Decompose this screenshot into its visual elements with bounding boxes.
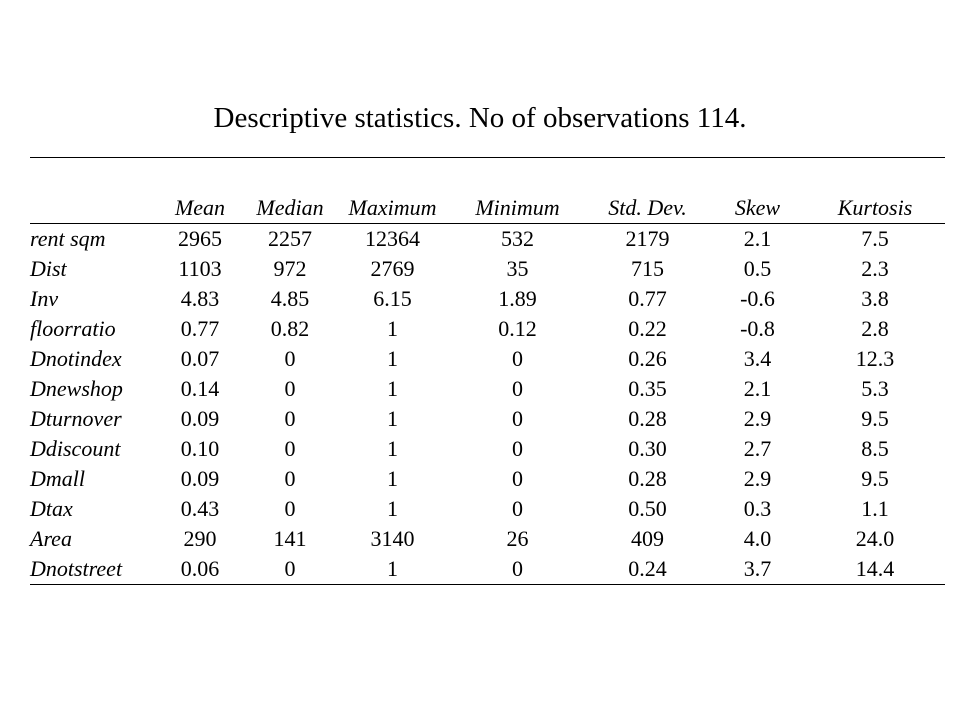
table-cell: 24.0 (855, 526, 895, 551)
table-cell: 1.1 (861, 496, 889, 521)
table-cell: 1 (387, 316, 398, 341)
row-label: Dnotstreet (30, 554, 155, 585)
table-cell: 14.4 (805, 554, 945, 585)
table-cell: 2.1 (743, 376, 772, 401)
table-row (30, 524, 945, 554)
table-cell: 0.22 (628, 316, 667, 341)
table-cell: 1 (387, 406, 398, 431)
table-cell: 2179 (625, 226, 670, 251)
table-cell: 0.14 (180, 376, 220, 401)
top-rule (30, 157, 945, 158)
table-cell: 26 (506, 526, 529, 551)
row-label: floorratio (30, 316, 116, 341)
table-cell: 0.09 (180, 466, 220, 491)
table-cell: 972 (273, 256, 307, 281)
table-row (30, 344, 945, 374)
table-cell: 0 (450, 554, 585, 585)
table-cell: 0.24 (585, 554, 710, 585)
row-label: rent sqm (30, 226, 106, 251)
table-cell: 0 (284, 376, 296, 401)
row-label: Dtax (30, 496, 73, 521)
table-cell: 0.07 (180, 346, 220, 371)
column-header: Mean (155, 193, 245, 224)
table-cell: 2.1 (743, 226, 772, 251)
table-cell: 3.8 (861, 286, 889, 311)
table-cell: 0.28 (628, 466, 667, 491)
table-cell: 0.43 (180, 496, 220, 521)
table-cell: 12364 (365, 226, 420, 251)
table-cell: 1 (387, 436, 398, 461)
table-cell: 2965 (178, 226, 222, 251)
column-header: Maximum (335, 193, 450, 224)
table-row (30, 494, 945, 524)
table-cell: 0.50 (628, 496, 667, 521)
table-cell: 4.83 (180, 286, 220, 311)
table-cell: 0.30 (628, 436, 667, 461)
table-row (30, 254, 945, 284)
row-label: Ddiscount (30, 436, 121, 461)
row-label: Dmall (30, 466, 85, 491)
table-cell: 0.77 (628, 286, 667, 311)
table-cell: 0.12 (498, 316, 537, 341)
table-cell: 0.35 (628, 376, 667, 401)
table-row (30, 314, 945, 344)
table-cell: 4.85 (270, 286, 310, 311)
table-cell: 2.9 (743, 466, 772, 491)
table-row (30, 554, 945, 585)
table-cell: 0.26 (628, 346, 667, 371)
table-cell: 0.28 (628, 406, 667, 431)
column-header: Minimum (450, 193, 585, 224)
table-row (30, 224, 945, 255)
table-cell: 2.7 (743, 436, 772, 461)
row-label: Dist (30, 256, 67, 281)
table-cell: 409 (631, 526, 664, 551)
table-cell: 0 (284, 346, 296, 371)
page-title: Descriptive statistics. No of observations 114. (213, 102, 747, 134)
table-cell: 0.3 (743, 496, 772, 521)
table-cell: -0.6 (740, 286, 775, 311)
column-header: Kurtosis (805, 193, 945, 224)
table-cell: 0 (512, 496, 523, 521)
table-cell: 35 (506, 256, 529, 281)
table-cell: 0.5 (743, 256, 772, 281)
table-cell: 0 (284, 496, 296, 521)
table-cell: 715 (631, 256, 664, 281)
descriptive-statistics-table (30, 193, 945, 585)
table-cell: 2769 (370, 256, 415, 281)
table-cell: 0 (284, 436, 296, 461)
table-cell: 0.09 (180, 406, 220, 431)
table-cell: 0.82 (270, 316, 310, 341)
table-row (30, 374, 945, 404)
column-header: Skew (710, 193, 805, 224)
table-cell: 532 (501, 226, 534, 251)
table-cell: 1 (335, 554, 450, 585)
table-cell: 1.89 (498, 286, 537, 311)
table-cell: 0 (512, 406, 523, 431)
column-header: Std. Dev. (585, 193, 710, 224)
row-label: Dnotindex (30, 346, 122, 371)
table-cell: 3.7 (710, 554, 805, 585)
row-label: Area (30, 526, 72, 551)
table-cell: 0 (284, 406, 296, 431)
table-cell: 1 (387, 376, 398, 401)
table-cell: 0 (512, 436, 523, 461)
table-cell: 0.77 (180, 316, 220, 341)
table-cell: 2.8 (861, 316, 889, 341)
table-cell: 0 (512, 346, 523, 371)
table-cell: 6.15 (373, 286, 412, 311)
table-cell: 0.10 (180, 436, 220, 461)
table-cell: 1 (387, 496, 398, 521)
table-cell: 7.5 (861, 226, 889, 251)
table-cell: 2.9 (743, 406, 772, 431)
table-cell: 8.5 (861, 436, 889, 461)
header-row (30, 193, 945, 224)
row-label: Inv (30, 286, 59, 311)
table-cell: 2.3 (861, 256, 889, 281)
table-row (30, 434, 945, 464)
table-cell: 2257 (268, 226, 312, 251)
column-header: Median (245, 193, 335, 224)
table-row (30, 464, 945, 494)
table-cell: 9.5 (861, 466, 889, 491)
table-cell: 1 (387, 346, 398, 371)
table-cell: 0 (284, 466, 296, 491)
table-cell: 12.3 (855, 346, 895, 371)
table-cell: 3140 (370, 526, 415, 551)
table-cell: 4.0 (743, 526, 772, 551)
row-label: Dnewshop (30, 376, 123, 401)
table-cell: -0.8 (740, 316, 775, 341)
table-row (30, 404, 945, 434)
table-cell: 3.4 (743, 346, 772, 371)
table-cell: 0 (512, 466, 523, 491)
table-row (30, 284, 945, 314)
table-cell: 1103 (178, 256, 222, 281)
table-cell: 5.3 (861, 376, 889, 401)
table-cell: 0 (512, 376, 523, 401)
table-cell: 290 (183, 526, 217, 551)
header-cell-empty (30, 193, 155, 224)
table-cell: 0.06 (155, 554, 245, 585)
table-cell: 9.5 (861, 406, 889, 431)
row-label: Dturnover (30, 406, 122, 431)
table-cell: 1 (387, 466, 398, 491)
table-cell: 0 (245, 554, 335, 585)
table-cell: 141 (273, 526, 307, 551)
